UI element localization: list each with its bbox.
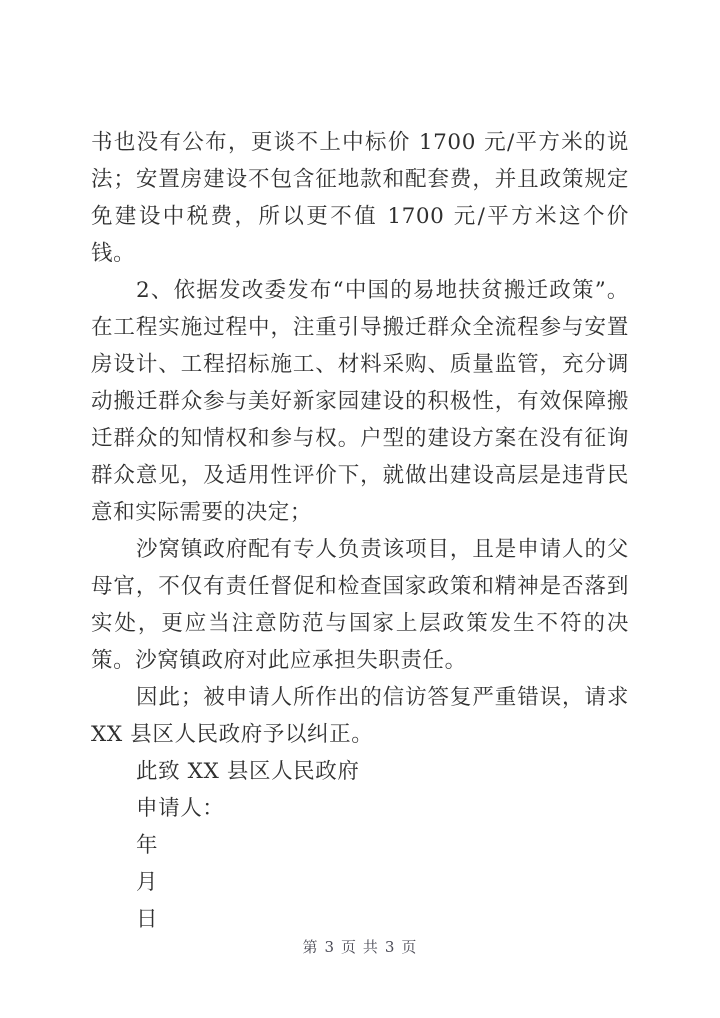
paragraph-4: 因此；被申请人所作出的信访答复严重错误，请求 XX 县区人民政府予以纠正。 [91,685,629,747]
page-number-footer: 第 3 页 共 3 页 [302,938,418,956]
signature-day-label: 日 [136,907,159,932]
document-body [91,124,629,938]
signature-year-label: 年 [136,833,159,858]
paragraph-2: 2、依据发改委发布“中国的易地扶贫搬迁政策”。在工程实施过程中，注重引导搬迁群众全流程参与安置房设计、工程招标施工、材料采购、质量监管，充分调动搬迁群众参与美好新家园建设的积极性，有效保障搬迁群众的知情权和参与权。户型的建设方案在没有征询群众意见，及适用性评价下，就做出建设高层是违背民意和实际需要的决定； [91,278,629,525]
paragraph-3: 沙窝镇政府配有专人负责该项目，且是申请人的父母官，不仅有责任督促和检查国家政策和精神是否落到实处，更应当注意防范与国家上层政策发生不符的决策。沙窝镇政府对此应承担失职责任。 [91,537,629,673]
signature-block [91,753,629,938]
paragraph-1: 书也没有公布，更谈不上中标价 1700 元/平方米的说法；安置房建设不包含征地款和配套费，并且政策规定免建设中税费，所以更不值 1700 元/平方米这个价钱。 [91,130,629,266]
signature-month-label: 月 [136,870,159,895]
signature-applicant-label: 申请人： [136,796,225,821]
signature-addressee: 此致 XX 县区人民政府 [136,759,360,784]
